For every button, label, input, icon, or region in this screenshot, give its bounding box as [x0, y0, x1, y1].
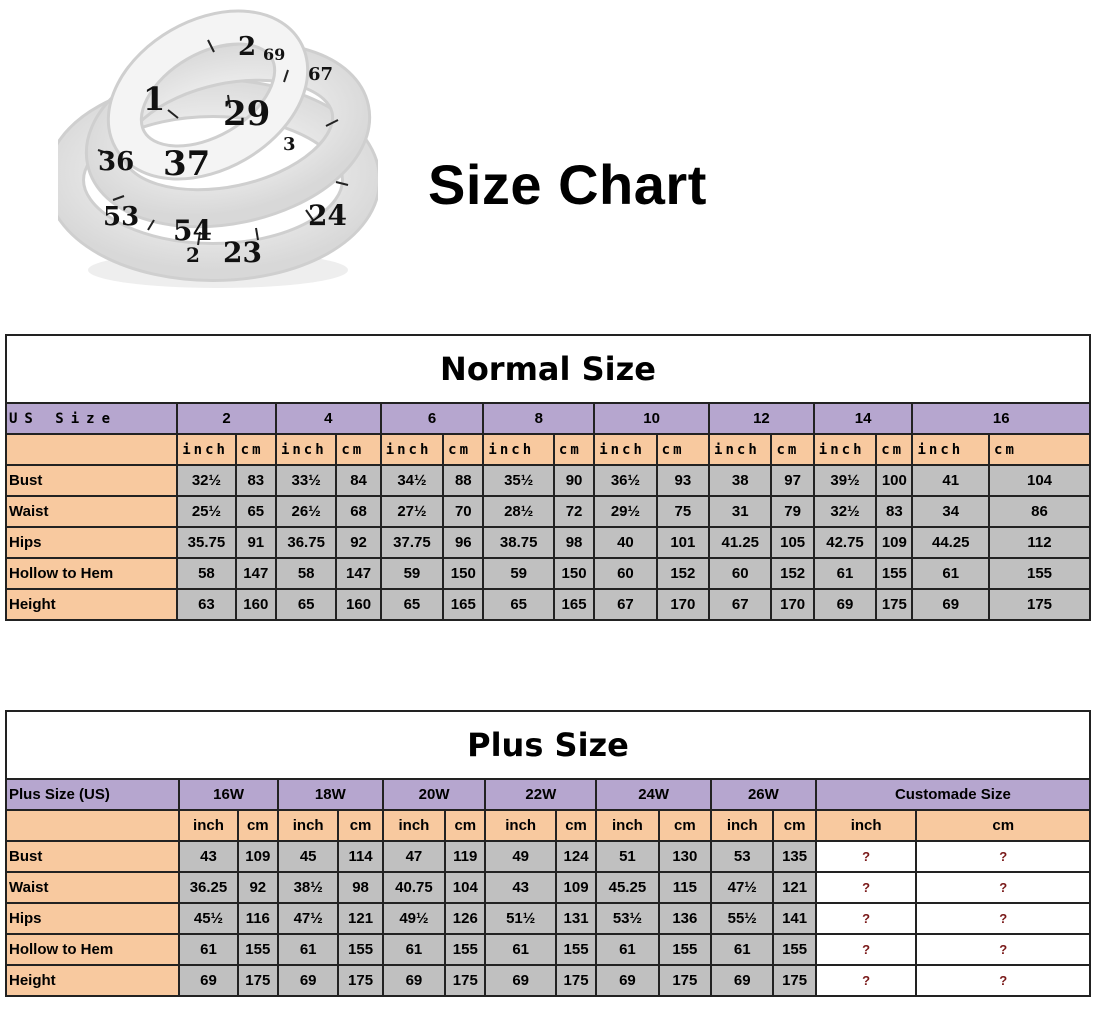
- row-label: Bust: [6, 841, 179, 872]
- table-cell: 72: [554, 496, 594, 527]
- table-cell: 55½: [711, 903, 773, 934]
- table-cell: 155: [445, 934, 485, 965]
- table-row: [6, 465, 1090, 496]
- unit-cm: cm: [773, 810, 815, 841]
- tape-number: 1: [143, 80, 166, 118]
- unit-inch: inch: [912, 434, 989, 465]
- table-row: [6, 558, 1090, 589]
- unit-cm: cm: [445, 810, 485, 841]
- table-cell: 155: [238, 934, 278, 965]
- tape-measure-image: [58, 0, 378, 300]
- unit-inch: inch: [596, 810, 658, 841]
- table-cell: 27½: [381, 496, 443, 527]
- table-cell: 70: [443, 496, 483, 527]
- unit-cm: cm: [554, 434, 594, 465]
- table-cell: ?: [916, 872, 1090, 903]
- unit-cm: cm: [238, 810, 278, 841]
- table-cell: 119: [445, 841, 485, 872]
- table-title: Plus Size: [6, 711, 1090, 779]
- table-cell: ?: [816, 903, 917, 934]
- table-cell: 38½: [278, 872, 338, 903]
- page-title: Size Chart: [428, 153, 707, 216]
- unit-inch: inch: [179, 810, 237, 841]
- table-cell: 61: [383, 934, 445, 965]
- tape-number: 29: [223, 94, 271, 134]
- size-header: 12: [709, 403, 814, 434]
- unit-inch: inch: [594, 434, 656, 465]
- table-cell: 69: [278, 965, 338, 996]
- table-cell: 136: [659, 903, 711, 934]
- size-header: 26W: [711, 779, 816, 810]
- row-label: Bust: [6, 465, 177, 496]
- table-cell: 61: [912, 558, 989, 589]
- size-header: 16: [912, 403, 1090, 434]
- unit-inch: inch: [485, 810, 556, 841]
- table-cell: 165: [554, 589, 594, 620]
- table-row: [6, 872, 1090, 903]
- table-cell: 155: [338, 934, 382, 965]
- table-cell: 175: [445, 965, 485, 996]
- size-header: 4: [276, 403, 381, 434]
- table-cell: 38: [709, 465, 771, 496]
- table-cell: 51: [596, 841, 658, 872]
- table-cell: 69: [596, 965, 658, 996]
- size-header: 22W: [485, 779, 596, 810]
- table-cell: 160: [336, 589, 380, 620]
- table-cell: 41: [912, 465, 989, 496]
- table-cell: 67: [709, 589, 771, 620]
- table-cell: 98: [554, 527, 594, 558]
- size-header-label: Plus Size (US): [6, 779, 179, 810]
- table-cell: 75: [657, 496, 709, 527]
- size-header: 16W: [179, 779, 278, 810]
- unit-inch: inch: [381, 434, 443, 465]
- table-cell: 175: [773, 965, 815, 996]
- table-row: [6, 496, 1090, 527]
- table-cell: ?: [816, 965, 917, 996]
- unit-cm: cm: [989, 434, 1090, 465]
- table-cell: 58: [276, 558, 336, 589]
- table-cell: 104: [989, 465, 1090, 496]
- row-label: Height: [6, 589, 177, 620]
- table-cell: 31: [709, 496, 771, 527]
- table-cell: 126: [445, 903, 485, 934]
- table-cell: 93: [657, 465, 709, 496]
- size-header: Customade Size: [816, 779, 1090, 810]
- table-row: [6, 589, 1090, 620]
- table-cell: 41.25: [709, 527, 771, 558]
- size-header: 14: [814, 403, 913, 434]
- table-cell: 65: [381, 589, 443, 620]
- unit-cm: cm: [659, 810, 711, 841]
- table-cell: 147: [336, 558, 380, 589]
- table-cell: 36½: [594, 465, 656, 496]
- table-cell: 91: [236, 527, 276, 558]
- table-row: [6, 965, 1090, 996]
- table-cell: 61: [278, 934, 338, 965]
- size-header: 10: [594, 403, 709, 434]
- table-cell: 130: [659, 841, 711, 872]
- table-cell: 32½: [814, 496, 876, 527]
- unit-cm: cm: [338, 810, 382, 841]
- table-cell: 98: [338, 872, 382, 903]
- table-cell: 92: [336, 527, 380, 558]
- table-cell: 79: [771, 496, 813, 527]
- table-cell: 175: [659, 965, 711, 996]
- tape-number: 2: [238, 32, 257, 62]
- table-cell: 32½: [177, 465, 235, 496]
- table-cell: 83: [876, 496, 912, 527]
- table-cell: 36.25: [179, 872, 237, 903]
- table-cell: 155: [876, 558, 912, 589]
- table-cell: 49½: [383, 903, 445, 934]
- table-cell: 170: [657, 589, 709, 620]
- row-label: Hips: [6, 903, 179, 934]
- table-cell: 150: [443, 558, 483, 589]
- tape-number: 3: [283, 134, 296, 155]
- table-cell: 65: [236, 496, 276, 527]
- table-cell: 40: [594, 527, 656, 558]
- unit-cm: cm: [876, 434, 912, 465]
- table-cell: 26½: [276, 496, 336, 527]
- tape-number: 53: [103, 202, 140, 232]
- row-label: Waist: [6, 872, 179, 903]
- table-cell: 65: [483, 589, 554, 620]
- table-cell: 124: [556, 841, 596, 872]
- table-cell: 96: [443, 527, 483, 558]
- size-header: 18W: [278, 779, 383, 810]
- plus-size-table: [5, 710, 1091, 997]
- table-title: Normal Size: [6, 335, 1090, 403]
- table-cell: 109: [556, 872, 596, 903]
- table-cell: 141: [773, 903, 815, 934]
- unit-inch: inch: [177, 434, 235, 465]
- table-cell: 39½: [814, 465, 876, 496]
- table-cell: 175: [238, 965, 278, 996]
- size-header: 24W: [596, 779, 711, 810]
- table-cell: ?: [916, 903, 1090, 934]
- table-cell: 43: [179, 841, 237, 872]
- table-cell: 115: [659, 872, 711, 903]
- table-cell: 175: [556, 965, 596, 996]
- table-cell: 34: [912, 496, 989, 527]
- table-cell: 44.25: [912, 527, 989, 558]
- size-header: 8: [483, 403, 594, 434]
- table-cell: 131: [556, 903, 596, 934]
- table-cell: ?: [816, 934, 917, 965]
- table-cell: 51½: [485, 903, 556, 934]
- table-cell: ?: [816, 872, 917, 903]
- unit-inch: inch: [709, 434, 771, 465]
- table-cell: 175: [338, 965, 382, 996]
- table-cell: 45: [278, 841, 338, 872]
- tape-number: 23: [223, 236, 262, 269]
- unit-inch: inch: [814, 434, 876, 465]
- table-cell: 105: [771, 527, 813, 558]
- table-cell: 40.75: [383, 872, 445, 903]
- table-cell: 67: [594, 589, 656, 620]
- unit-cm: cm: [916, 810, 1090, 841]
- table-cell: 155: [989, 558, 1090, 589]
- table-cell: 84: [336, 465, 380, 496]
- unit-inch: inch: [816, 810, 917, 841]
- table-cell: 97: [771, 465, 813, 496]
- unit-inch: inch: [711, 810, 773, 841]
- table-cell: 155: [556, 934, 596, 965]
- table-cell: 112: [989, 527, 1090, 558]
- table-cell: 69: [179, 965, 237, 996]
- table-cell: 47½: [711, 872, 773, 903]
- row-label: Hips: [6, 527, 177, 558]
- table-cell: 83: [236, 465, 276, 496]
- size-header-label: US Size: [6, 403, 177, 434]
- table-cell: 35½: [483, 465, 554, 496]
- unit-cm: cm: [443, 434, 483, 465]
- table-cell: 38.75: [483, 527, 554, 558]
- size-header: 2: [177, 403, 276, 434]
- table-cell: ?: [916, 965, 1090, 996]
- table-cell: 63: [177, 589, 235, 620]
- table-cell: 45½: [179, 903, 237, 934]
- table-cell: 61: [485, 934, 556, 965]
- table-cell: 59: [483, 558, 554, 589]
- table-row: [6, 841, 1090, 872]
- table-cell: 60: [594, 558, 656, 589]
- tape-number: 36: [98, 147, 135, 177]
- table-cell: 165: [443, 589, 483, 620]
- table-cell: 47: [383, 841, 445, 872]
- row-label: Waist: [6, 496, 177, 527]
- table-row: [6, 934, 1090, 965]
- table-cell: 61: [179, 934, 237, 965]
- table-cell: 175: [876, 589, 912, 620]
- table-cell: 104: [445, 872, 485, 903]
- table-cell: 29½: [594, 496, 656, 527]
- table-cell: 47½: [278, 903, 338, 934]
- normal-size-table: [5, 334, 1091, 621]
- row-label: Hollow to Hem: [6, 558, 177, 589]
- table-cell: 34½: [381, 465, 443, 496]
- table-cell: 28½: [483, 496, 554, 527]
- unit-cm: cm: [236, 434, 276, 465]
- table-cell: 114: [338, 841, 382, 872]
- table-cell: ?: [916, 841, 1090, 872]
- table-cell: 175: [989, 589, 1090, 620]
- unit-cm: cm: [657, 434, 709, 465]
- table-row: [6, 903, 1090, 934]
- unit-cm: cm: [771, 434, 813, 465]
- table-cell: 59: [381, 558, 443, 589]
- table-cell: 69: [912, 589, 989, 620]
- table-cell: 155: [773, 934, 815, 965]
- unit-row-label: [6, 434, 177, 465]
- size-header: 20W: [383, 779, 486, 810]
- table-cell: 58: [177, 558, 235, 589]
- unit-inch: inch: [276, 434, 336, 465]
- unit-cm: cm: [556, 810, 596, 841]
- table-cell: 53½: [596, 903, 658, 934]
- table-cell: 109: [876, 527, 912, 558]
- table-cell: 100: [876, 465, 912, 496]
- unit-inch: inch: [483, 434, 554, 465]
- table-row: [6, 527, 1090, 558]
- unit-inch: inch: [278, 810, 338, 841]
- table-cell: 109: [238, 841, 278, 872]
- table-cell: 65: [276, 589, 336, 620]
- table-cell: 61: [711, 934, 773, 965]
- table-cell: 69: [814, 589, 876, 620]
- table-cell: 69: [383, 965, 445, 996]
- table-cell: 121: [338, 903, 382, 934]
- table-cell: 121: [773, 872, 815, 903]
- row-label: Hollow to Hem: [6, 934, 179, 965]
- table-cell: 88: [443, 465, 483, 496]
- table-cell: 150: [554, 558, 594, 589]
- table-cell: 45.25: [596, 872, 658, 903]
- tape-number: 67: [308, 64, 334, 85]
- table-cell: 170: [771, 589, 813, 620]
- tape-number: 69: [263, 45, 286, 64]
- table-cell: 37.75: [381, 527, 443, 558]
- table-cell: ?: [816, 841, 917, 872]
- table-cell: 69: [711, 965, 773, 996]
- table-cell: 25½: [177, 496, 235, 527]
- table-cell: 152: [771, 558, 813, 589]
- tape-number: 24: [308, 199, 347, 232]
- table-cell: 160: [236, 589, 276, 620]
- tape-number: 2: [186, 243, 200, 267]
- tape-number: 37: [163, 144, 211, 184]
- table-cell: 53: [711, 841, 773, 872]
- table-cell: 60: [709, 558, 771, 589]
- table-cell: 155: [659, 934, 711, 965]
- table-cell: 101: [657, 527, 709, 558]
- table-cell: 35.75: [177, 527, 235, 558]
- table-cell: 43: [485, 872, 556, 903]
- table-cell: 61: [814, 558, 876, 589]
- tape-number: 54: [173, 214, 212, 247]
- table-cell: 61: [596, 934, 658, 965]
- unit-inch: inch: [383, 810, 445, 841]
- table-cell: 68: [336, 496, 380, 527]
- table-cell: 86: [989, 496, 1090, 527]
- table-cell: 69: [485, 965, 556, 996]
- size-header: 6: [381, 403, 484, 434]
- table-cell: 49: [485, 841, 556, 872]
- table-cell: 135: [773, 841, 815, 872]
- table-cell: 147: [236, 558, 276, 589]
- table-cell: 92: [238, 872, 278, 903]
- table-cell: 152: [657, 558, 709, 589]
- table-cell: 42.75: [814, 527, 876, 558]
- table-cell: 33½: [276, 465, 336, 496]
- table-cell: ?: [916, 934, 1090, 965]
- table-cell: 36.75: [276, 527, 336, 558]
- row-label: Height: [6, 965, 179, 996]
- unit-row-label: [6, 810, 179, 841]
- table-cell: 116: [238, 903, 278, 934]
- unit-cm: cm: [336, 434, 380, 465]
- table-cell: 90: [554, 465, 594, 496]
